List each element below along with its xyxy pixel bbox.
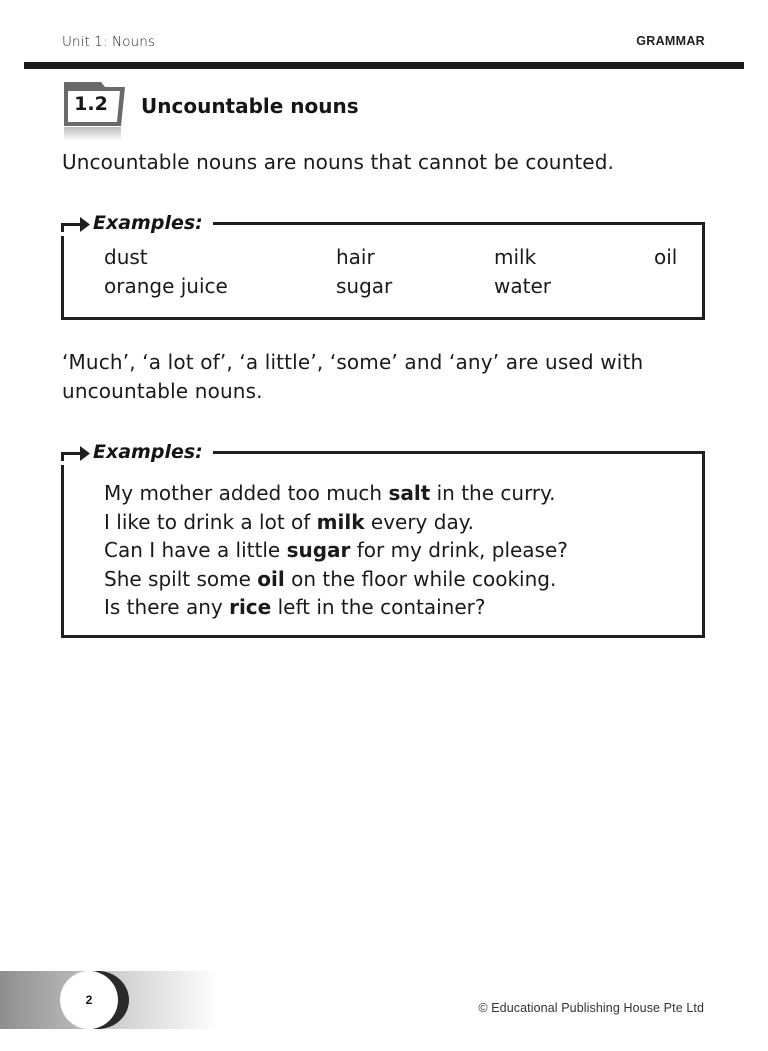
highlighted-noun: salt [388,481,431,505]
section-number-badge [61,80,127,142]
running-head-unit: Unit 1: Nouns [62,34,156,50]
example-sentence: Is there any rice left in the container? [104,595,486,620]
examples-label: Examples: [61,210,213,236]
example-word: orange juice [104,274,228,298]
highlighted-noun: rice [229,595,272,620]
word-grid [104,245,688,303]
highlighted-noun: milk [316,509,365,534]
example-word: milk [494,245,537,269]
example-sentence: My mother added too much salt in the curry. [104,481,556,505]
examples-label: Examples: [61,439,213,465]
word-row [104,274,688,303]
running-head-subject: GRAMMAR [636,34,705,48]
example-sentences [104,479,568,622]
section-title: Uncountable nouns [141,94,359,118]
example-word: dust [104,245,148,269]
example-word: oil [654,245,678,269]
examples-box-words [61,212,705,320]
usage-paragraph [62,348,722,406]
example-word: water [494,274,551,298]
example-sentence: She spilt some oil on the floor while cooking. [104,566,557,591]
arrow-right-icon [61,214,91,232]
highlighted-noun: oil [257,566,285,591]
usage-line: uncountable nouns. [62,379,263,403]
example-word: hair [336,245,375,269]
example-sentence: Can I have a little sugar for my drink, please? [104,538,568,563]
examples-box-sentences [61,441,705,638]
word-row [104,245,688,274]
intro-paragraph: Uncountable nouns are nouns that cannot be counted. [62,150,614,174]
header-rule [24,62,744,69]
highlighted-noun: sugar [286,538,351,563]
section-number: 1.2 [74,93,108,115]
copyright-notice: © Educational Publishing House Pte Ltd [478,1001,704,1015]
arrow-right-icon [61,443,91,461]
usage-line: ‘Much’, ‘a lot of’, ‘a little’, ‘some’ and ‘any’ are used with [62,350,644,374]
page-number: 2 [60,971,118,1029]
example-sentence: I like to drink a lot of milk every day. [104,509,475,534]
example-word: sugar [336,274,393,298]
